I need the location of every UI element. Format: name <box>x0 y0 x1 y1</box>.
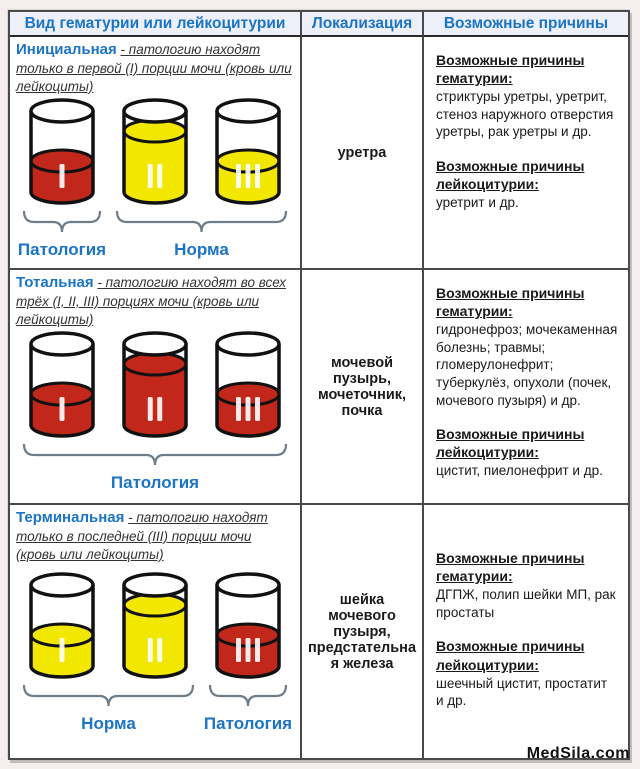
beaker-rim <box>217 574 279 596</box>
group-label: Патология <box>110 473 200 493</box>
numeral-bar <box>148 638 153 662</box>
group-label: Норма <box>174 240 229 260</box>
group-label: Норма <box>81 714 136 734</box>
row-total-causes-cell <box>424 270 628 505</box>
hematuria-causes-heading: Возможные причины гематурии: <box>436 550 585 585</box>
numeral-bar <box>255 397 260 421</box>
numeral-bar <box>236 638 241 662</box>
numeral-bar <box>246 164 251 188</box>
hematuria-causes-body: гидронефроз; мочекаменная болезнь; травмы; гломерулонефрит; туберкулёз, опухоли (почек, мочевого пузыря) и др. <box>436 322 618 408</box>
beaker-II <box>124 574 186 677</box>
row-total-localization-cell <box>302 270 424 505</box>
beaker-diagram-terminal <box>16 571 302 743</box>
type-desc-total: - патологию находят во всех трёх (I, II, III) порциях мочи (кровь или лейкоциты) <box>16 275 286 327</box>
numeral-bar <box>255 164 260 188</box>
numeral-bar <box>60 638 65 662</box>
beaker-III <box>217 100 279 203</box>
beaker-rim <box>217 333 279 355</box>
grouping-brace <box>210 685 286 706</box>
leukocyturia-causes-heading: Возможные причины лейкоцитурии: <box>436 638 585 673</box>
grouping-brace <box>24 685 193 706</box>
row-total-type-cell <box>10 270 302 505</box>
leukocyturia-causes-body: уретрит и др. <box>436 195 519 211</box>
beaker-rim <box>124 574 186 596</box>
numeral-bar <box>157 638 162 662</box>
row-initial-causes-cell <box>424 37 628 270</box>
group-label: Патология <box>203 714 293 734</box>
type-name-initial: Инициальная <box>16 41 117 58</box>
hematuria-causes-heading: Возможные причины гематурии: <box>436 285 585 320</box>
grouping-brace <box>24 211 100 232</box>
beaker-rim <box>217 100 279 122</box>
leukocyturia-causes-body: цистит, пиелонефрит и др. <box>436 463 603 479</box>
row-initial-localization-cell <box>302 37 424 270</box>
beaker-rim <box>124 333 186 355</box>
type-desc-initial: - патологию находят только в первой (I) порции мочи (кровь или лейкоциты) <box>16 42 292 94</box>
numeral-bar <box>236 397 241 421</box>
grouping-brace <box>24 444 286 465</box>
numeral-bar <box>157 164 162 188</box>
beaker-rim <box>124 100 186 122</box>
numeral-bar <box>236 164 241 188</box>
numeral-bar <box>246 397 251 421</box>
beaker-I <box>31 100 93 203</box>
beaker-II <box>124 333 186 436</box>
beaker-diagram-initial <box>16 97 302 269</box>
header-localization-column: Локализация <box>302 12 424 37</box>
row-terminal-title-line <box>16 508 294 563</box>
beaker-rim <box>31 333 93 355</box>
grouping-brace <box>117 211 286 232</box>
numeral-bar <box>148 397 153 421</box>
beaker-I <box>31 574 93 677</box>
localization-text: уретра <box>337 144 387 161</box>
leukocyturia-causes-body: шеечный цистит, простатит и др. <box>436 675 608 709</box>
hematuria-causes-heading: Возможные причины гематурии: <box>436 52 585 87</box>
numeral-bar <box>60 397 65 421</box>
numeral-bar <box>255 638 260 662</box>
hematuria-causes-body: стриктуры уретры, уретрит, стеноз наружного отверстия уретры, рак уретры и др. <box>436 89 614 140</box>
row-total-title-line <box>16 273 294 328</box>
type-desc-terminal: - патологию находят только в последней (III) порции мочи (кровь или лейкоциты) <box>16 510 268 562</box>
numeral-bar <box>246 638 251 662</box>
row-terminal-type-cell <box>10 505 302 758</box>
localization-text: шейка мочевого пузыря, предстательная железа <box>307 591 417 672</box>
row-terminal-causes-cell <box>424 505 628 758</box>
type-name-total: Тотальная <box>16 274 94 291</box>
header-type-column: Вид гематурии или лейкоцитурии <box>10 12 302 37</box>
group-label: Патология <box>17 240 107 260</box>
medsila-watermark: MedSila.com <box>526 745 630 762</box>
beaker-III <box>217 574 279 677</box>
numeral-bar <box>60 164 65 188</box>
localization-text: мочевой пузырь, мочеточник, почка <box>317 354 407 419</box>
row-initial-type-cell <box>10 37 302 270</box>
hematuria-causes-body: ДГПЖ, полип шейки МП, рак простаты <box>436 587 616 620</box>
numeral-bar <box>148 164 153 188</box>
type-name-terminal: Терминальная <box>16 509 125 526</box>
beaker-II <box>124 100 186 203</box>
row-terminal-localization-cell <box>302 505 424 758</box>
beaker-I <box>31 333 93 436</box>
beaker-III <box>217 333 279 436</box>
leukocyturia-causes-heading: Возможные причины лейкоцитурии: <box>436 426 585 461</box>
header-causes-column: Возможные причины <box>424 12 628 37</box>
leukocyturia-causes-heading: Возможные причины лейкоцитурии: <box>436 158 585 193</box>
beaker-rim <box>31 100 93 122</box>
row-initial-title-line <box>16 40 294 95</box>
numeral-bar <box>157 397 162 421</box>
beaker-rim <box>31 574 93 596</box>
beaker-diagram-total <box>16 330 302 502</box>
hematuria-types-table <box>8 10 630 760</box>
